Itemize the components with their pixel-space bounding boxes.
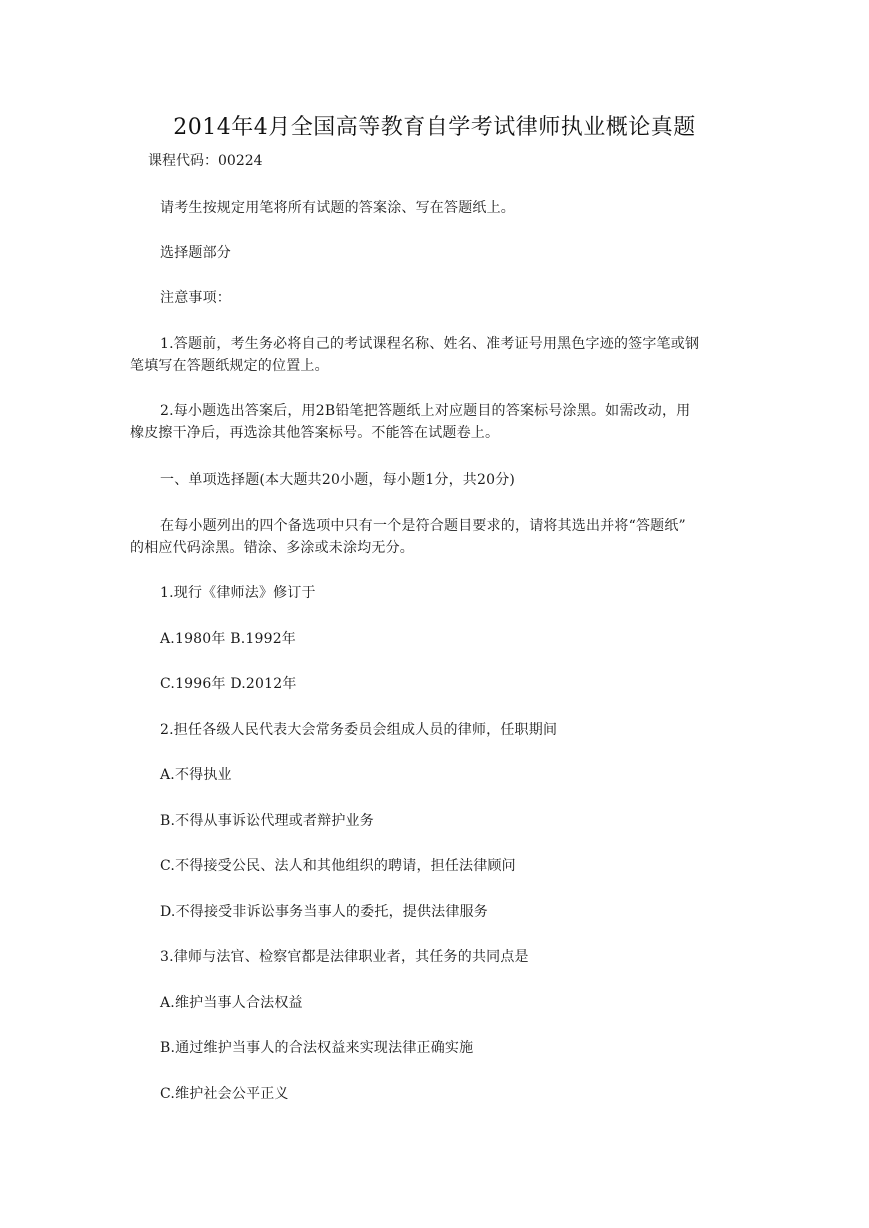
option-text: B.不得从事诉讼代理或者辩护业务: [160, 813, 374, 829]
part-1-desc-line-1: 在每小题列出的四个备选项中只有一个是符合题目要求的，请将其选出并将“答题纸”: [160, 518, 686, 534]
question-1-option-row: [130, 673, 772, 695]
part-1-heading: [130, 469, 772, 491]
question-3-option-c: [130, 1083, 772, 1105]
page-title: 2014年4月全国高等教育自学考试律师执业概论真题: [173, 115, 696, 140]
notes-label: [130, 287, 772, 309]
question-stem-text: 3.律师与法官、检察官都是法律职业者，其任务的共同点是: [160, 949, 529, 965]
part-1-desc-line-2: 的相应代码涂黑。错涂、多涂或未涂均无分。: [130, 540, 414, 556]
note-1-line-2: 笔填写在答题纸规定的位置上。: [130, 358, 329, 374]
question-1-option-row: [130, 628, 772, 650]
option-text: B.通过维护当事人的合法权益来实现法律正确实施: [160, 1040, 474, 1056]
option-text: A.不得执业: [160, 767, 232, 783]
question-3-stem: [130, 946, 772, 968]
course-code: 课程代码：00224: [148, 153, 263, 169]
note-2-paragraph: [130, 400, 742, 444]
question-2-option-d: [130, 901, 772, 923]
option-text: A.1980年 B.1992年: [160, 631, 297, 647]
note-1-paragraph: [130, 333, 742, 377]
question-stem-text: 2.担任各级人民代表大会常务委员会组成人员的律师，任职期间: [160, 722, 558, 738]
note-2-line-1: 2.每小题选出答案后，用2B铅笔把答题纸上对应题目的答案标号涂黑。如需改动，用: [160, 403, 691, 419]
option-text: C.维护社会公平正义: [160, 1086, 289, 1102]
instruction-paragraph: [130, 197, 772, 219]
question-3-option-a: [130, 992, 772, 1014]
question-2-stem: [130, 719, 772, 741]
question-3-option-b: [130, 1037, 772, 1059]
option-text: A.维护当事人合法权益: [160, 995, 303, 1011]
question-2-option-c: [130, 855, 772, 877]
note-2-line-2: 橡皮擦干净后，再选涂其他答案标号。不能答在试题卷上。: [130, 425, 500, 441]
notes-label-text: 注意事项：: [160, 290, 231, 306]
section-label: [130, 242, 772, 264]
question-2-option-a: [130, 764, 772, 786]
part-1-description: [130, 515, 742, 559]
question-stem-text: 1.现行《律师法》修订于: [160, 585, 316, 601]
part-1-heading-text: 一、单项选择题(本大题共20小题，每小题1分，共20分): [160, 472, 516, 488]
option-text: C.不得接受公民、法人和其他组织的聘请，担任法律顾问: [160, 858, 516, 874]
instruction-text: 请考生按规定用笔将所有试题的答案涂、写在答题纸上。: [160, 200, 515, 216]
option-text: C.1996年 D.2012年: [160, 676, 297, 692]
option-text: D.不得接受非诉讼事务当事人的委托，提供法律服务: [160, 904, 488, 920]
question-2-option-b: [130, 810, 772, 832]
note-1-line-1: 1.答题前，考生务必将自己的考试课程名称、姓名、准考证号用黑色字迹的签字笔或钢: [160, 336, 700, 352]
section-label-text: 选择题部分: [160, 245, 231, 261]
question-1-stem: [130, 582, 772, 604]
